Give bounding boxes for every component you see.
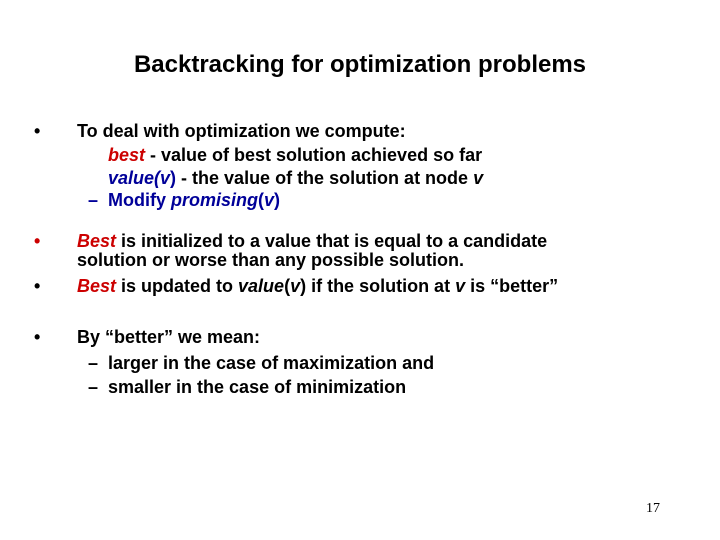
bullet-symbol: •: [34, 276, 41, 296]
term-value: value(v): [108, 168, 177, 188]
bullet-4-text: By “better” we mean:: [77, 327, 261, 347]
term-best: best: [108, 145, 146, 165]
term-best: Best: [77, 276, 117, 296]
dash-symbol: –: [88, 377, 99, 397]
term-promising: promising: [171, 190, 259, 210]
bullet-symbol: •: [34, 231, 41, 251]
page-number: 17: [646, 501, 660, 516]
dash-symbol: –: [88, 353, 99, 373]
slide-title: Backtracking for optimization problems: [133, 51, 587, 78]
dash-symbol: –: [88, 190, 99, 210]
sub-1-rest: - value of best solution achieved so far: [145, 145, 483, 165]
bullet-1-sub-3: Modify promising(v): [108, 190, 281, 210]
term-best: Best: [77, 231, 117, 251]
bullet-2-line-2: solution or worse than any possible solution.: [77, 250, 465, 270]
bullet-1-sub-2: [108, 167, 483, 189]
bullet-symbol: •: [34, 327, 41, 347]
bullet-1-sub-1: [108, 144, 482, 166]
bullet-1-text: To deal with optimization we compute:: [77, 121, 406, 141]
sub-2-rest: - the value of the solution at node: [176, 168, 474, 188]
bullet-2-line-1: Best is initialized to a value that is equal to a candidate: [77, 231, 548, 251]
bullet-3-text: Best is updated to value(v) if the solution at v is “better”: [77, 276, 559, 296]
bullet-4-sub-2: smaller in the case of minimization: [108, 377, 407, 397]
bullet-symbol: •: [34, 121, 41, 141]
var-v: v: [473, 168, 484, 188]
bullet-4-sub-1: larger in the case of maximization and: [108, 353, 435, 373]
